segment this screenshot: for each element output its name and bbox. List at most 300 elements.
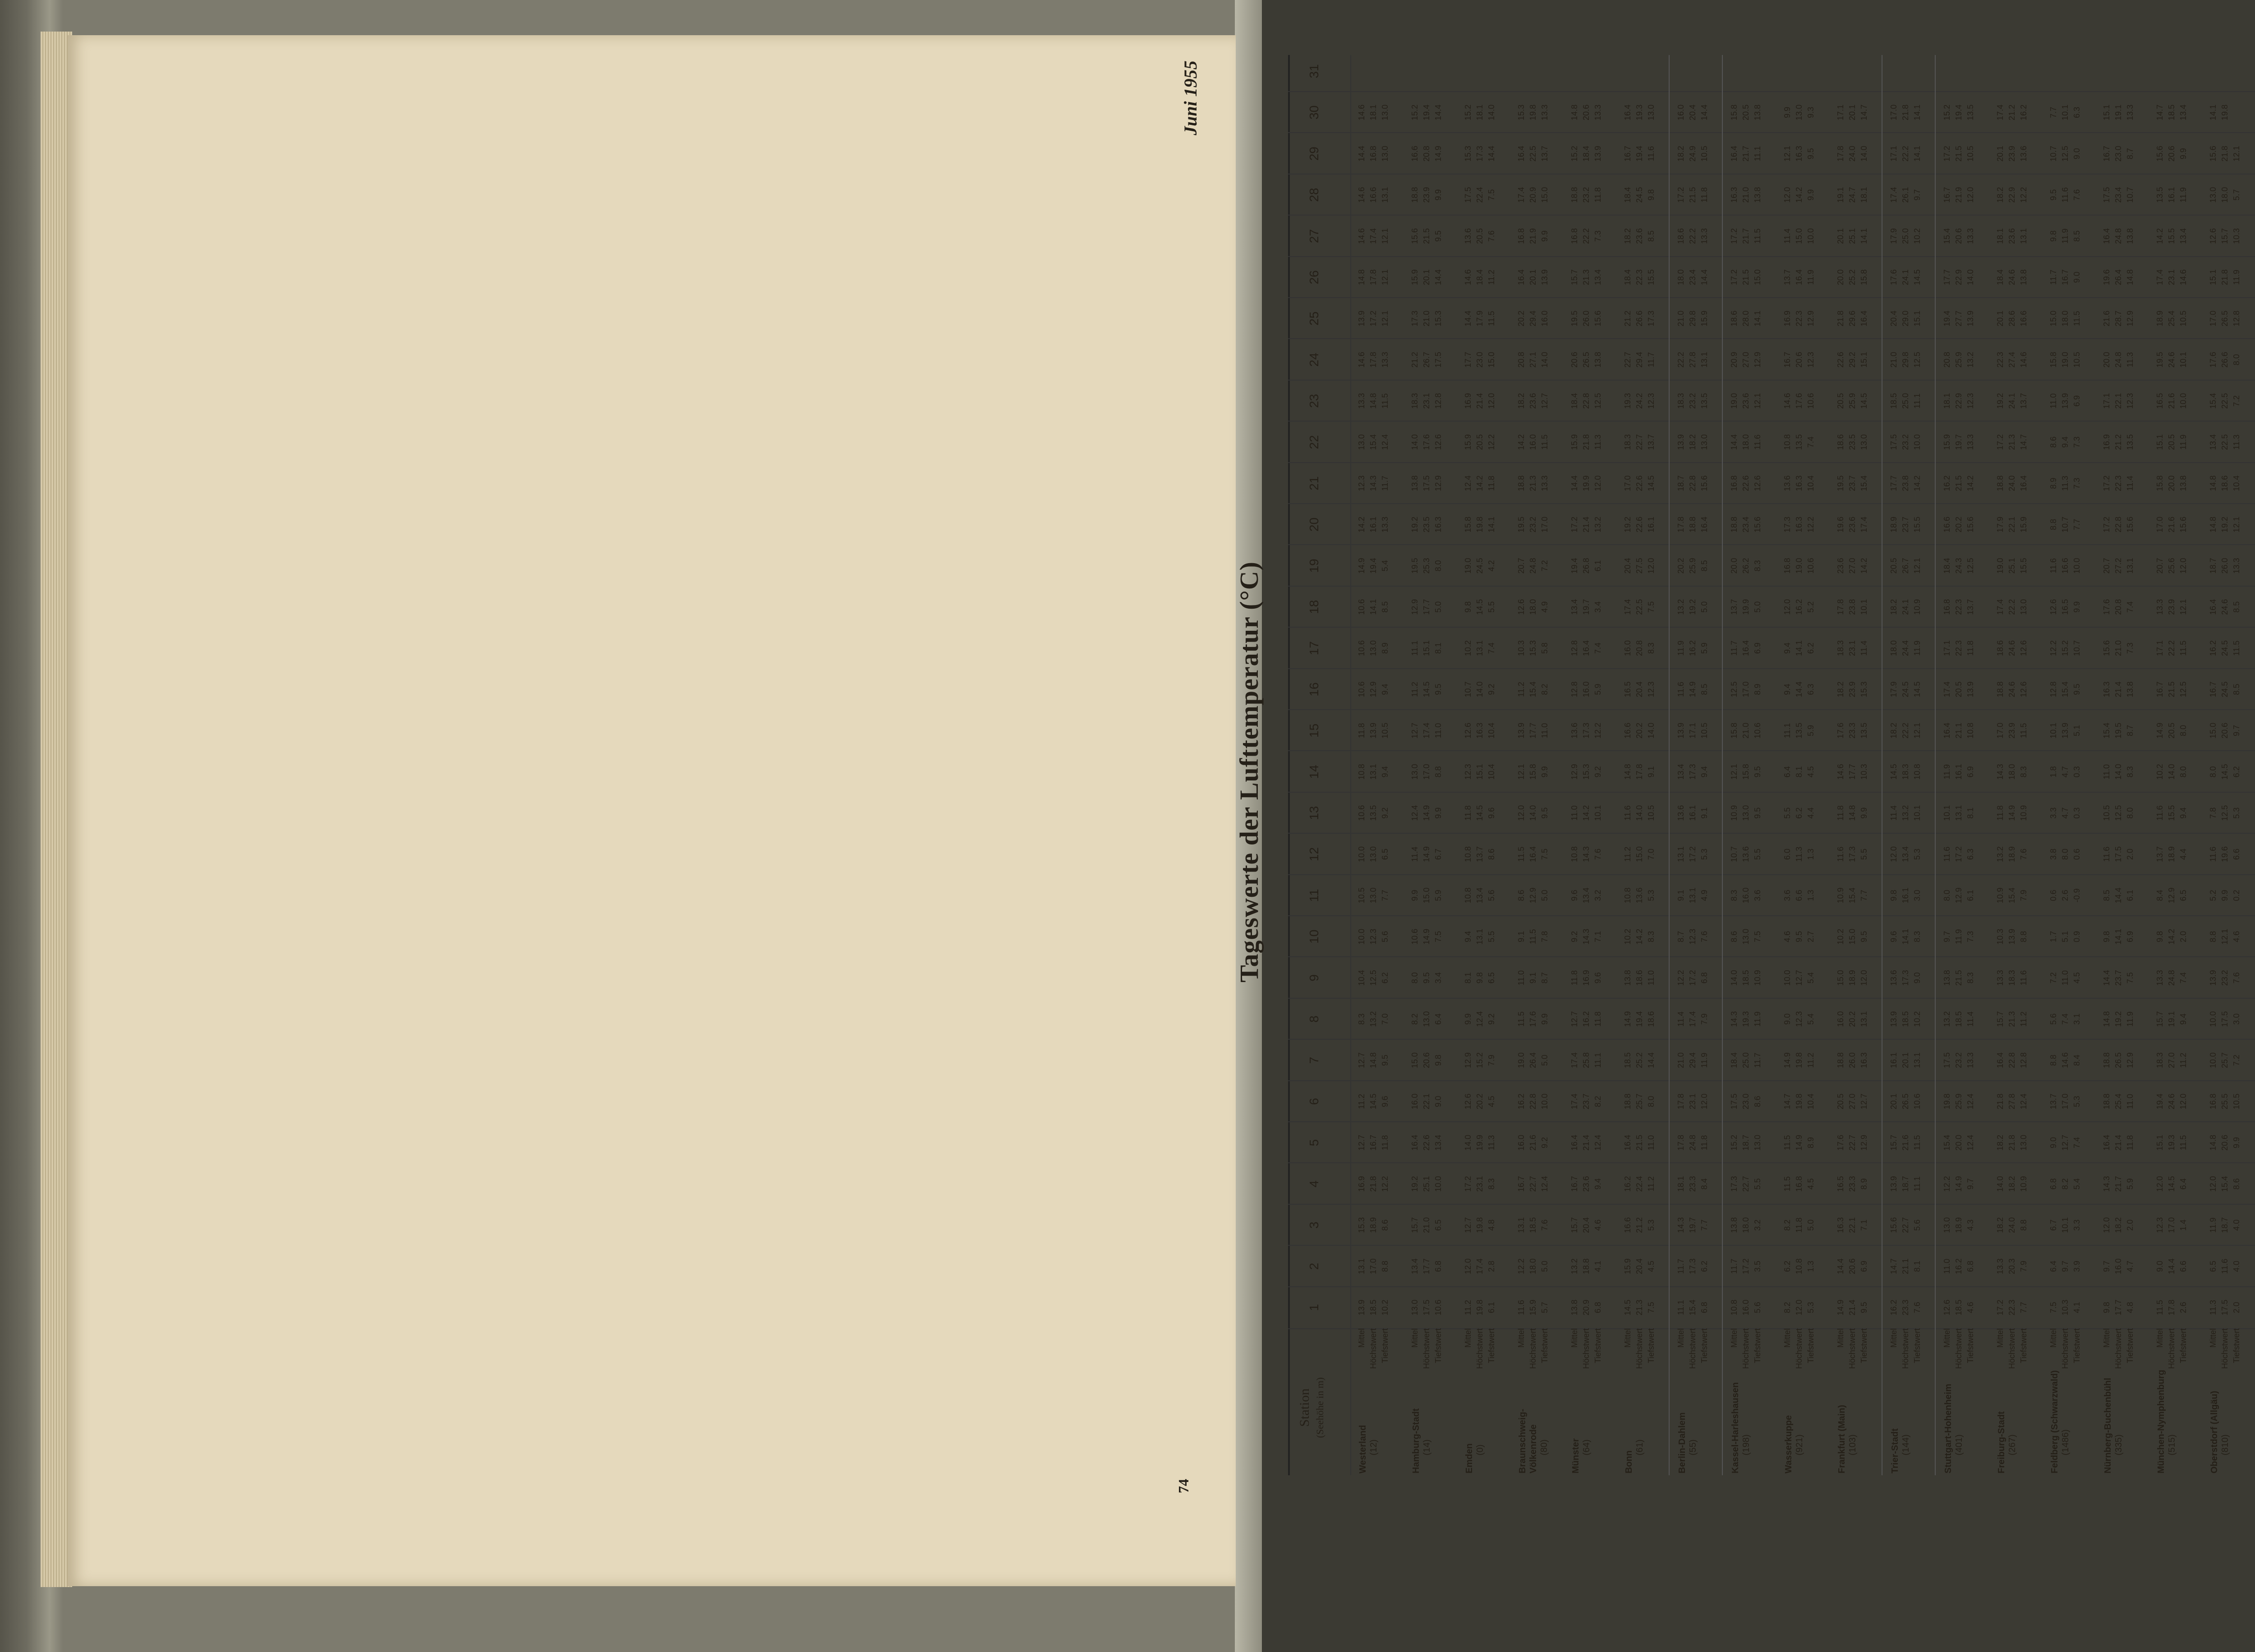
table-cell: 13.3 [2232,558,2241,574]
table-cell: 17.4 [1422,722,1431,739]
table-cell: 16.8 [1517,228,1526,244]
day-values [1888,1083,1923,1120]
table-cell: 21.2 [1635,1217,1644,1233]
day-values [1728,1165,1763,1203]
table-cell: 12.8 [2019,1052,2028,1069]
station-elevation: (810) [2220,1434,2230,1455]
table-cell: 12.0 [1647,558,1656,574]
table-cell: 17.2 [1369,310,1378,326]
table-cell: 15.1 [2102,104,2111,120]
table-cell: 11.7 [1381,476,1390,491]
table-cell: 11.4 [1889,805,1898,821]
row-labels [1569,1328,1604,1373]
table-cell [1752,52,1763,90]
day-values [2154,1248,2189,1285]
table-cell [2112,52,2124,90]
station-block [1726,55,1768,1475]
table-cell: 18.5 [1901,1011,1910,1027]
table-cell: 11.5 [1783,1176,1792,1192]
day-values [2154,423,2189,461]
table-cell: 17.7 [1889,475,1898,491]
station-elevation: (921) [1795,1434,1804,1455]
table-cell: 11.8 [1836,805,1845,821]
day-values [1941,918,1976,955]
table-cell: 12.7 [1463,1217,1473,1233]
station-block [1353,55,1395,1475]
table-cell: 17.4 [2155,269,2164,285]
table-cell: 10.9 [2019,805,2028,821]
day-values [1835,753,1870,791]
table-cell: 19.5 [1410,558,1419,574]
day-values [1941,670,1976,708]
table-cell: 17.0 [1540,516,1549,532]
day-values [1356,1206,1391,1244]
table-cell: 11.1 [1913,1176,1922,1192]
table-cell: 13.9 [1889,1176,1898,1192]
day-values [1781,753,1817,791]
table-cell: 13.6 [1783,475,1792,491]
table-cell: 21.4 [1848,1299,1857,1316]
day-values [1622,1248,1657,1285]
day-header: 24 [1307,353,1321,367]
table-cell: 11.6 [1517,1300,1526,1315]
table-cell [1740,52,1752,90]
table-cell: 20.6 [1848,1258,1857,1275]
table-cell: 10.9 [2019,1176,2028,1192]
table-cell: 20.5 [1836,393,1845,409]
day-header: 26 [1307,270,1321,285]
day-values [1356,918,1391,955]
table-cell: 17.9 [1889,681,1898,698]
table-cell: 5.5 [1487,931,1496,942]
table-cell: 12.8 [1570,681,1579,698]
table-cell: 16.0 [1676,104,1685,120]
table-cell: 18.7 [2220,1217,2229,1233]
table-cell: 13.1 [1913,1052,1922,1069]
table-cell: 8.6 [1730,931,1739,942]
table-cell: 20.1 [1422,269,1431,285]
table-cell: 17.3 [1901,970,1910,986]
table-cell: 22.7 [1635,434,1644,450]
day-values [1994,93,2030,131]
day-values [1675,93,1710,131]
row-labels [1888,1328,1923,1373]
table-cell: 14.2 [1859,558,1868,574]
table-cell: 24.5 [2220,640,2229,656]
table-cell: 13.3 [1966,434,1975,450]
table-cell: 14.6 [1357,187,1366,203]
table-cell: 20.2 [1676,558,1685,574]
table-cell: 18.0 [1676,269,1685,285]
row-labels [1515,1328,1551,1373]
day-values [2048,464,2083,502]
day-values [1356,670,1391,708]
table-cell: 17.6 [1836,722,1845,739]
table-cell: 14.6 [1357,228,1366,244]
table-cell: 17.4 [1623,599,1632,615]
table-cell [2207,52,2219,90]
day-values [2101,505,2136,543]
table-cell: 9.6 [1889,931,1898,942]
table-cell: 19.1 [2114,104,2123,120]
table-cell: 10.9 [1996,887,2005,904]
day-values [2154,341,2189,379]
table-cell: 24.5 [1475,558,1484,574]
day-values [1941,753,1976,791]
table-cell [1379,52,1391,90]
row-label: Mittel [1836,1328,1845,1348]
table-cell: 8.7 [1676,931,1685,942]
table-cell: 26.0 [2220,558,2229,574]
table-cell: 11.4 [1966,1011,1975,1027]
table-cell: 12.1 [1783,146,1792,162]
table-cell: 15.9 [1942,434,1951,450]
row-labels [1994,1328,2030,1373]
table-cell: 8.3 [2126,766,2135,778]
day-values [2048,670,2083,708]
table-cell: 21.6 [2102,310,2111,326]
table-cell: 16.7 [2209,681,2218,698]
day-values [1728,464,1763,502]
table-cell: 27.5 [1635,558,1644,574]
day-values [1941,629,1976,667]
table-cell: 11.1 [1913,393,1922,409]
table-cell: 11.5 [2072,311,2081,326]
table-cell: 12.3 [1463,764,1473,780]
table-cell: 23.1 [1475,1176,1484,1192]
table-cell: 17.3 [1848,846,1857,863]
day-values [1888,52,1923,90]
table-cell: 21.2 [1410,352,1419,368]
day-values [1515,670,1551,708]
day-values [2101,341,2136,379]
table-cell: 18.2 [1623,228,1632,244]
table-cell: 20.6 [1570,352,1579,368]
table-cell: 14.6 [2179,269,2188,285]
day-values [1781,423,1817,461]
table-cell: 17.3 [1688,764,1697,780]
table-cell: 7.3 [1593,230,1602,242]
table-cell: 1.3 [1806,849,1815,860]
day-values [1462,464,1497,502]
table-cell: 5.2 [1806,601,1815,613]
table-cell: 3.3 [2072,1219,2081,1231]
table-cell: 16.4 [1582,640,1591,656]
table-cell: 17.7 [1422,1258,1431,1275]
table-cell: 11.6 [2019,970,2028,986]
table-cell: 13.8 [1753,104,1762,120]
table-cell: 19.2 [1410,516,1419,532]
table-cell: 12.0 [1783,599,1792,615]
table-cell [1462,52,1474,90]
station-name-text: München-Nymphenburg [2156,1370,2166,1473]
table-cell: 19.8 [1795,1093,1804,1110]
table-cell: 20.1 [1848,104,1857,120]
table-cell: 21.4 [1475,393,1484,409]
day-header: 29 [1307,147,1321,161]
day-values [2048,1248,2083,1285]
row-labels [2207,1328,2242,1373]
day-values [1515,629,1551,667]
day-values [1462,258,1497,296]
table-cell: 3.2 [1593,890,1602,901]
station-elevation: (55) [1688,1439,1698,1455]
table-cell: 16.0 [1741,1299,1750,1316]
day-values [1622,52,1657,90]
table-cell: 13.0 [1369,846,1378,863]
table-cell: 11.0 [2126,1094,2135,1109]
day-values [1356,959,1391,997]
table-cell: 23.2 [1582,187,1591,203]
table-cell: 15.6 [1966,516,1975,532]
table-cell: 7.6 [1913,1302,1922,1313]
table-cell: 15.1 [2155,434,2164,450]
table-cell: 12.6 [2049,599,2058,615]
table-cell: 12.6 [1463,722,1473,739]
table-cell: 16.4 [1700,516,1709,532]
table-cell: 17.3 [1475,146,1484,162]
day-values [1728,1248,1763,1285]
day-values [1356,217,1391,255]
table-cell: 7.8 [1540,931,1549,942]
table-cell: 19.7 [1688,1217,1697,1233]
table-cell: 18.6 [1996,640,2005,656]
table-cell: 23.6 [1582,1176,1591,1192]
table-cell: 14.3 [1582,928,1591,945]
table-cell: 13.8 [1570,1299,1579,1316]
table-cell: 24.6 [2007,681,2016,698]
table-cell: 7.4 [2179,972,2188,984]
table-cell: 15.4 [1848,887,1857,904]
day-values [1835,1248,1870,1285]
day-values [1781,1165,1817,1203]
row-label: Höchstwert [2220,1328,2229,1369]
table-cell: 13.9 [1357,310,1366,326]
table-cell: 18.5 [1528,1217,1537,1233]
table-cell: 5.6 [1487,890,1496,901]
day-values [1409,547,1444,585]
table-cell: 10.6 [1913,1093,1922,1110]
table-cell: 9.7 [1913,189,1922,201]
day-values [1888,505,1923,543]
table-cell [1592,52,1604,90]
day-values [1462,1289,1497,1326]
table-cell: 24.7 [1848,187,1857,203]
table-cell: 17.7 [1942,269,1951,285]
table-cell: 11.5 [2179,1135,2188,1151]
table-cell: 17.8 [1369,269,1378,285]
row-label: Höchstwert [1848,1328,1857,1369]
day-values [2207,382,2242,420]
table-cell: 8.5 [2072,230,2081,242]
day-values [1622,382,1657,420]
day-values [2101,423,2136,461]
table-cell: 17.4 [1570,1052,1579,1069]
day-values [1515,588,1551,626]
station-name [1996,1370,2018,1473]
table-cell: 27.2 [2114,558,2123,574]
table-cell: 18.4 [1730,1052,1739,1069]
table-cell: 14.5 [1647,475,1656,491]
table-cell: 7.7 [2019,1302,2028,1313]
table-cell: 7.5 [2126,972,2135,984]
day-values [1835,629,1870,667]
day-values [1356,299,1391,337]
table-cell: 11.2 [1623,846,1632,862]
table-cell: 14.0 [1528,805,1537,821]
table-cell: 12.0 [1795,1299,1804,1316]
table-cell: 17.0 [1369,1258,1378,1275]
table-cell: 16.8 [1369,146,1378,162]
table-cell: 9.5 [1434,230,1443,242]
table-cell: 18.4 [1996,269,2005,285]
table-cell: 13.0 [1410,1299,1419,1316]
table-cell: 23.7 [2114,970,2123,986]
table-cell: 24.6 [2007,640,2016,656]
station-name-text: Kassel-Harleshausen [1730,1382,1740,1473]
table-cell: 19.4 [1635,1011,1644,1027]
table-cell: 7.6 [2019,849,2028,860]
table-cell: 25.7 [1635,1093,1644,1110]
table-cell: 10.8 [1783,434,1792,450]
table-cell: 6.3 [2072,106,2081,118]
table-cell [1687,52,1698,90]
day-values [2207,1000,2242,1038]
table-cell: 24.8 [2114,228,2123,244]
table-cell: 21.5 [1741,269,1750,285]
row-label: Tiefstwert [1806,1328,1815,1363]
table-cell: 10.3 [1859,764,1868,780]
table-cell: 12.0 [1783,187,1792,203]
day-values [1675,959,1710,997]
temperature-table [1288,55,2255,1475]
table-cell [2101,52,2112,90]
table-cell: 7.5 [1647,601,1656,613]
day-values [1888,299,1923,337]
table-cell: 12.7 [1795,970,1804,986]
table-cell: 18.8 [1996,681,2005,698]
table-cell: 9.0 [1913,972,1922,984]
day-values [1622,547,1657,585]
station-elevation: (401) [1954,1434,1964,1455]
day-values [1728,217,1763,255]
table-cell: 12.1 [1381,269,1390,285]
day-header: 30 [1307,105,1321,119]
table-cell: 11.3 [1593,434,1602,450]
table-cell: 14.0 [1410,434,1419,450]
table-cell: 15.2 [1570,146,1579,162]
table-cell: 20.5 [1475,434,1484,450]
table-cell: 22.9 [2007,187,2016,203]
table-cell: 16.3 [1795,146,1804,162]
table-cell: 19.5 [2155,352,2164,368]
table-cell: 21.0 [1422,1217,1431,1233]
table-cell: 7.4 [1487,642,1496,654]
station-name-text: Wasserkuppe [1784,1415,1794,1473]
row-label: Höchstwert [1582,1328,1591,1369]
table-cell: 23.9 [2167,599,2176,615]
table-cell: 9.8 [1434,1055,1443,1066]
table-cell: 17.8 [1676,1093,1685,1110]
table-cell: 13.9 [2007,928,2016,945]
table-cell: 5.0 [1434,601,1443,613]
day-values [1835,794,1870,832]
table-cell: 14.9 [1783,1052,1792,1069]
table-cell: 21.3 [1582,269,1591,285]
row-label: Tiefstwert [1913,1328,1922,1363]
day-values [1356,711,1391,749]
day-values [1622,1042,1657,1079]
day-values [1835,711,1870,749]
day-values [1888,176,1923,214]
table-cell: 11.3 [1487,1135,1496,1151]
table-cell: 16.7 [1783,352,1792,368]
row-label: Tiefstwert [1434,1328,1443,1363]
table-cell: 15.9 [2019,516,2028,532]
table-cell: 11.0 [1647,1135,1656,1151]
table-cell: 23.7 [1848,475,1857,491]
row-label: Mittel [2155,1328,2164,1348]
table-cell: 17.2 [1942,146,1951,162]
table-cell: 19.3 [1635,104,1644,120]
table-cell: 11.8 [1593,187,1602,203]
table-cell: 21.0 [1741,722,1750,739]
table-cell: 6.9 [2126,931,2135,942]
day-values [1515,93,1551,131]
table-cell: 11.9 [1700,1052,1709,1068]
table-cell: 1.3 [1806,1261,1815,1272]
table-cell: 15.4 [2102,722,2111,739]
table-cell: 3.3 [2049,807,2058,819]
table-cell: 6.7 [2049,1219,2058,1231]
day-values [1728,258,1763,296]
table-cell: 14.7 [1889,1258,1898,1275]
day-values [1622,918,1657,955]
table-cell: 9.1 [1517,931,1526,942]
table-cell: 22.3 [2007,1299,2016,1316]
table-cell: 7.0 [1647,849,1656,860]
table-cell: 14.2 [2155,228,2164,244]
table-cell: 9.8 [1463,601,1473,613]
table-cell: 11.0 [1517,970,1526,986]
table-cell: 11.9 [2179,187,2188,203]
day-values [1462,1083,1497,1120]
day-values [2207,258,2242,296]
table-cell: 8.0 [2179,725,2188,736]
day-values [1781,1000,1817,1038]
day-values [1835,299,1870,337]
table-cell: 11.5 [1913,1135,1922,1151]
day-values [1888,959,1923,997]
table-cell: 14.4 [1570,475,1579,491]
day-values [2101,135,2136,173]
table-cell: 12.3 [1647,393,1656,409]
table-cell: 12.9 [1954,887,1963,904]
table-cell: 12.4 [1410,805,1419,821]
table-cell: 11.6 [2102,846,2111,862]
table-cell: 14.1 [1901,928,1910,945]
table-cell: 20.1 [1528,269,1537,285]
table-cell: 16.4 [1570,1134,1579,1151]
table-cell: 7.2 [2049,972,2058,984]
table-cell: 6.2 [1700,1261,1709,1272]
table-cell: 12.7 [1357,1134,1366,1151]
table-cell: 21.4 [1582,1134,1591,1151]
day-header: 16 [1307,682,1321,697]
station-name-text: Frankfurt (Main) [1837,1404,1847,1473]
table-cell: 8.3 [1647,642,1656,654]
day-values [2101,217,2136,255]
